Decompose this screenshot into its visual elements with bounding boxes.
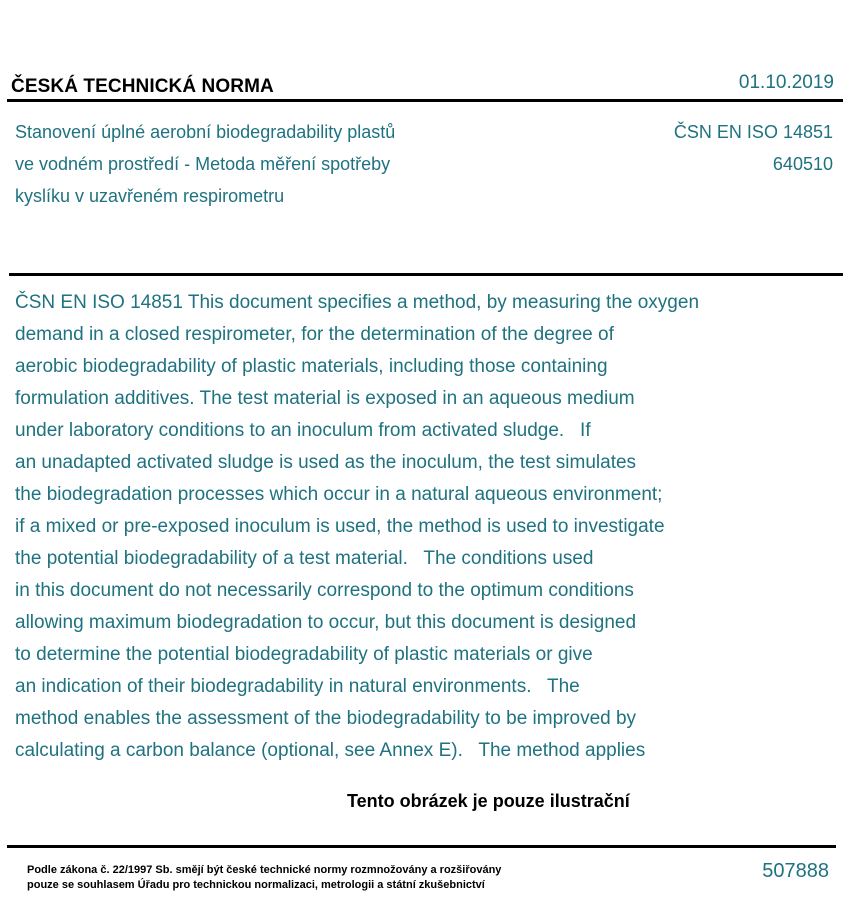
abstract-line: an indication of their biodegradability in natural environments. The	[15, 676, 580, 697]
abstract-line: to determine the potential biodegradability of plastic materials or give	[15, 644, 593, 665]
abstract-line: an unadapted activated sludge is used as the inoculum, the test simulates	[15, 452, 637, 473]
abstract-line: calculating a carbon balance (optional, see Annex E). The method applies	[15, 740, 646, 761]
standard-codes	[674, 116, 833, 180]
subject-line: ve vodném prostředí - Metoda měření spotřeby	[15, 154, 391, 174]
section-divider	[9, 273, 843, 276]
legal-notice	[27, 863, 501, 893]
standard-subject	[15, 116, 535, 212]
abstract-line: formulation additives. The test material is exposed in an aqueous medium	[15, 388, 635, 409]
abstract-line: if a mixed or pre-exposed inoculum is used, the method is used to investigate	[15, 516, 665, 537]
legal-line: Podle zákona č. 22/1997 Sb. smějí být české technické normy rozmnožovány a rozšiřovány	[27, 864, 502, 876]
footer-divider	[7, 845, 836, 848]
publication-date: 01.10.2019	[738, 72, 834, 93]
illustration-note: Tento obrázek je pouze ilustrační	[347, 791, 630, 811]
document-number: 507888	[762, 860, 829, 882]
abstract-text	[15, 287, 815, 767]
standard-designation: ČSN EN ISO 14851	[673, 122, 833, 142]
abstract-line: aerobic biodegradability of plastic materials, including those containing	[15, 356, 608, 377]
abstract-line: in this document do not necessarily correspond to the optimum conditions	[15, 580, 634, 601]
abstract-line: the potential biodegradability of a test material. The conditions used	[15, 548, 594, 569]
abstract-line: allowing maximum biodegradation to occur, but this document is designed	[15, 612, 637, 633]
standard-heading: ČESKÁ TECHNICKÁ NORMA	[11, 76, 274, 97]
subject-line: kyslíku v uzavřeném respirometru	[15, 186, 285, 206]
abstract-line: ČSN EN ISO 14851 This document specifies a method, by measuring the oxygen	[15, 292, 700, 313]
subject-line: Stanovení úplné aerobní biodegradability plastů	[15, 122, 396, 142]
abstract-line: under laboratory conditions to an inoculum from activated sludge. If	[15, 420, 591, 441]
legal-line: pouze se souhlasem Úřadu pro technickou normalizaci, metrologii a státní zkušebnictví	[27, 879, 485, 891]
classification-number: 640510	[772, 154, 833, 174]
header-divider	[7, 99, 843, 102]
abstract-line: method enables the assessment of the biodegradability to be improved by	[15, 708, 637, 729]
abstract-line: demand in a closed respirometer, for the determination of the degree of	[15, 324, 614, 345]
abstract-line: the biodegradation processes which occur in a natural aqueous environment;	[15, 484, 663, 505]
